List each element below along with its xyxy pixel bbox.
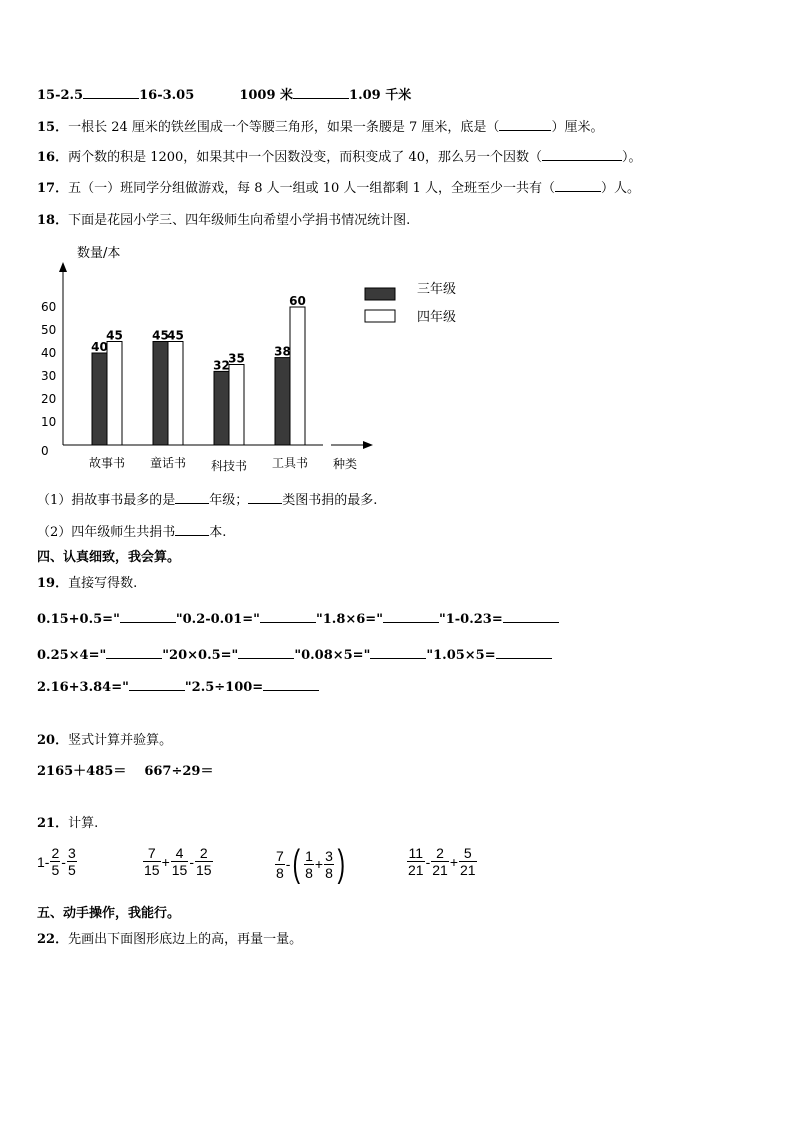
compare-right-2: 1.09 千米 — [349, 88, 412, 103]
expression: "2.5÷100= — [184, 680, 264, 695]
legend-swatch — [365, 310, 395, 322]
question-number: 15． — [37, 120, 69, 135]
expression: "0.08×5=" — [294, 648, 371, 663]
q21-expression-2 — [142, 845, 214, 878]
answer-blank[interactable] — [263, 678, 319, 691]
right-paren: ) — [337, 843, 346, 885]
question-number: 22． — [37, 932, 69, 947]
sub-text: 本. — [209, 525, 227, 540]
legend-label: 三年级 — [417, 282, 457, 297]
question-text: 竖式计算并验算。 — [68, 733, 173, 748]
expression: "1.8×6=" — [315, 612, 383, 627]
answer-blank[interactable] — [120, 610, 176, 623]
sub-text: 年级； — [209, 493, 249, 508]
y-axis-label: 数量/本 — [77, 246, 121, 261]
question-text: 五（一）班同学分组做游戏，每 8 人一组或 10 人一组都剩 1 人，全班至少一共有（ — [68, 181, 555, 196]
question-number: 18． — [37, 213, 69, 228]
answer-blank[interactable] — [293, 86, 349, 99]
q21-expression-1 — [37, 845, 78, 878]
question-22 — [37, 928, 302, 947]
x-axis-label: 种类 — [333, 457, 358, 471]
x-tick-label: 童话书 — [149, 456, 187, 470]
section-heading-5: 五、动手操作，我能行。 — [37, 906, 181, 921]
fraction: $\frac{7}{15}$ — [144, 845, 160, 878]
answer-blank[interactable] — [238, 646, 294, 659]
sub-text: （1）捐故事书最多的是 — [37, 493, 176, 508]
number: 1 — [37, 853, 45, 870]
y-tick-label: 0 — [41, 444, 49, 458]
data-label: 32 — [213, 358, 230, 373]
answer-blank[interactable] — [499, 118, 551, 131]
q19-row-3 — [37, 678, 319, 695]
y-tick-label: 10 — [41, 415, 57, 429]
expression: 0.25×4=" — [37, 648, 107, 663]
expression: 2.16+3.84=" — [37, 680, 129, 695]
expression: 2165＋485＝ — [37, 764, 127, 779]
question-19 — [37, 572, 137, 591]
question-text: 先画出下面图形底边上的高，再量一量。 — [68, 932, 303, 947]
data-label: 35 — [228, 351, 245, 366]
answer-blank[interactable] — [496, 646, 552, 659]
compare-line — [37, 84, 411, 103]
data-label: 40 — [91, 340, 108, 354]
bar-三年级 — [153, 342, 168, 446]
answer-blank[interactable] — [503, 610, 559, 623]
answer-blank[interactable] — [248, 491, 282, 504]
fraction: $\frac{1}{8}$ — [305, 847, 313, 881]
bar-四年级 — [107, 342, 122, 446]
operator: - — [189, 853, 195, 870]
x-axis-arrow — [363, 441, 373, 449]
y-tick-label: 40 — [41, 346, 57, 360]
data-label: 45 — [106, 328, 123, 343]
fraction: $\frac{2}{5}$ — [51, 845, 60, 878]
answer-blank[interactable] — [383, 610, 439, 623]
fraction: $\frac{2}{15}$ — [196, 845, 212, 878]
fraction: $\frac{7}{8}$ — [276, 847, 284, 881]
question-16 — [37, 146, 642, 165]
question-text: 一根长 24 厘米的铁丝围成一个等腰三角形，如果一条腰是 7 厘米，底是（ — [68, 120, 500, 135]
operator: - — [61, 853, 66, 870]
section-heading-4: 四、认真细致，我会算。 — [37, 550, 181, 565]
question-number: 20． — [37, 733, 69, 748]
fraction: $\frac{5}{21}$ — [460, 845, 476, 878]
expression: "20×0.5=" — [162, 648, 239, 663]
expression: "1.05×5= — [426, 648, 496, 663]
operator: + — [161, 853, 170, 870]
question-text: 两个数的积是 1200，如果其中一个因数没变，而积变成了 40，那么另一个因数（ — [68, 150, 542, 165]
data-label: 60 — [289, 294, 306, 308]
legend-swatch — [365, 288, 395, 300]
question-number: 16． — [37, 150, 69, 165]
bar-三年级 — [275, 358, 290, 445]
y-tick-label: 50 — [41, 323, 57, 337]
sub-text: 类图书捐的最多. — [282, 493, 378, 508]
bar-四年级 — [290, 307, 305, 445]
operator: + — [449, 853, 459, 870]
operator: - — [44, 853, 50, 870]
question-18-sub-2 — [37, 521, 226, 540]
question-number: 21． — [37, 816, 69, 831]
question-number: 17． — [37, 181, 69, 196]
left-paren: ( — [293, 843, 301, 885]
question-17 — [37, 177, 640, 196]
sub-text: （2）四年级师生共捐书 — [37, 525, 176, 540]
x-tick-label: 工具书 — [271, 456, 309, 470]
q21-expression-3 — [274, 845, 348, 883]
q19-row-2 — [37, 646, 552, 663]
question-tail: ）。 — [622, 150, 642, 165]
x-tick-label: 故事书 — [88, 456, 126, 470]
question-number: 19． — [37, 576, 69, 591]
y-axis-arrow — [59, 262, 67, 272]
question-tail: ）厘米。 — [551, 120, 604, 135]
fraction: $\frac{3}{5}$ — [67, 845, 76, 878]
q20-expressions — [37, 760, 213, 779]
fraction: $\frac{4}{15}$ — [171, 845, 188, 878]
x-tick-label: 科技书 — [210, 459, 248, 473]
operator: + — [314, 856, 324, 872]
bar-三年级 — [92, 353, 107, 445]
question-15 — [37, 116, 603, 135]
y-tick-label: 60 — [41, 300, 57, 314]
bar-四年级 — [168, 342, 183, 446]
fraction: $\frac{2}{21}$ — [432, 845, 448, 878]
y-tick-label: 30 — [41, 369, 57, 383]
answer-blank[interactable] — [129, 678, 185, 691]
answer-blank[interactable] — [175, 523, 209, 536]
answer-blank[interactable] — [175, 491, 209, 504]
q21-expression-4 — [406, 845, 478, 878]
expression: 667÷29＝ — [144, 764, 214, 779]
compare-right-1: 16-3.05 — [139, 88, 195, 103]
expression: "1-0.23= — [438, 612, 503, 627]
answer-blank[interactable] — [260, 610, 316, 623]
operator: - — [425, 853, 431, 870]
fraction: $\frac{3}{8}$ — [325, 847, 333, 881]
question-20 — [37, 729, 172, 748]
compare-left-2: 1009 米 — [239, 88, 294, 103]
expression: "0.2-0.01=" — [175, 612, 260, 627]
expression: 0.15+0.5=" — [37, 612, 120, 627]
legend-label: 四年级 — [417, 310, 457, 325]
data-label: 45 — [152, 328, 169, 343]
answer-blank[interactable] — [106, 646, 162, 659]
compare-left-1: 15-2.5 — [37, 88, 84, 103]
question-text: 直接写得数. — [68, 576, 138, 591]
question-18 — [37, 209, 410, 228]
operator: - — [285, 856, 291, 872]
bar-chart — [35, 240, 485, 480]
q19-row-1 — [37, 610, 559, 627]
fraction: $\frac{11}{21}$ — [408, 845, 424, 878]
bar-四年级 — [229, 365, 244, 446]
question-text: 计算. — [68, 816, 99, 831]
question-18-sub-1 — [37, 489, 377, 508]
question-tail: ）人。 — [600, 181, 640, 196]
bar-三年级 — [214, 371, 229, 445]
answer-blank[interactable] — [555, 179, 601, 192]
answer-blank[interactable] — [542, 148, 622, 161]
data-label: 38 — [274, 344, 291, 359]
question-text: 下面是花园小学三、四年级师生向希望小学捐书情况统计图. — [68, 213, 411, 228]
answer-blank[interactable] — [370, 646, 426, 659]
question-21 — [37, 812, 98, 831]
data-label: 45 — [167, 328, 184, 343]
y-tick-label: 20 — [41, 392, 57, 406]
answer-blank[interactable] — [83, 86, 139, 99]
